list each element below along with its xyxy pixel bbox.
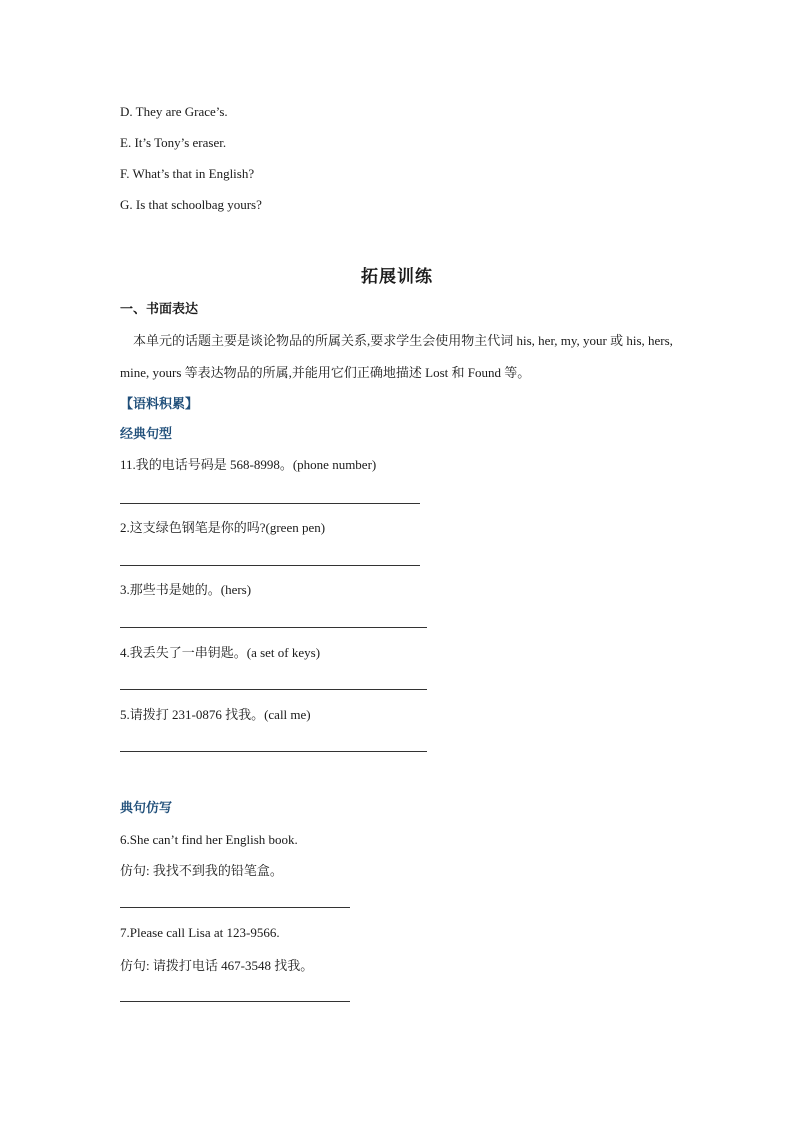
question-4: 4.我丢失了一串钥匙。(a set of keys) [120, 645, 321, 660]
intro-paragraph: 本单元的话题主要是谈论物品的所属关系,要求学生会使用物主代词 his, her, my, your 或 his, hers, mine, yours 等表达物品的所属,并能用它们正确地描述 Lost 和 Found 等。 [120, 333, 673, 380]
classic-heading: 经典句型 [120, 426, 173, 441]
section-heading: 一、书面表达 [120, 301, 199, 316]
answer-line-2 [120, 565, 420, 566]
option-e: E. It’s Tony’s eraser. [120, 135, 227, 150]
imitation-example-7: 7.Please call Lisa at 123-9566. [120, 925, 280, 940]
imitation-prompt-6: 仿句: 我找不到我的铅笔盒。 [120, 863, 283, 878]
material-heading: 【语料积累】 [120, 396, 199, 411]
question-3: 3.那些书是她的。(hers) [120, 582, 252, 597]
question-1: 11.我的电话号码是 568-8998。(phone number) [120, 457, 377, 472]
option-d: D. They are Grace’s. [120, 104, 228, 119]
answer-line-5 [120, 751, 427, 752]
answer-line-7 [120, 1001, 350, 1002]
option-f: F. What’s that in English? [120, 166, 255, 181]
answer-line-1 [120, 503, 420, 504]
option-g: G. Is that schoolbag yours? [120, 197, 262, 212]
imitation-example-6: 6.She can’t find her English book. [120, 832, 298, 847]
answer-line-3 [120, 627, 427, 628]
question-2: 2.这支绿色钢笔是你的吗?(green pen) [120, 520, 326, 535]
page-title: 拓展训练 [361, 267, 433, 286]
question-5: 5.请拨打 231-0876 找我。(call me) [120, 707, 311, 722]
answer-line-6 [120, 907, 350, 908]
imitation-prompt-7: 仿句: 请拨打电话 467-3548 找我。 [120, 958, 314, 973]
imitation-heading: 典句仿写 [120, 800, 173, 815]
answer-line-4 [120, 689, 427, 690]
